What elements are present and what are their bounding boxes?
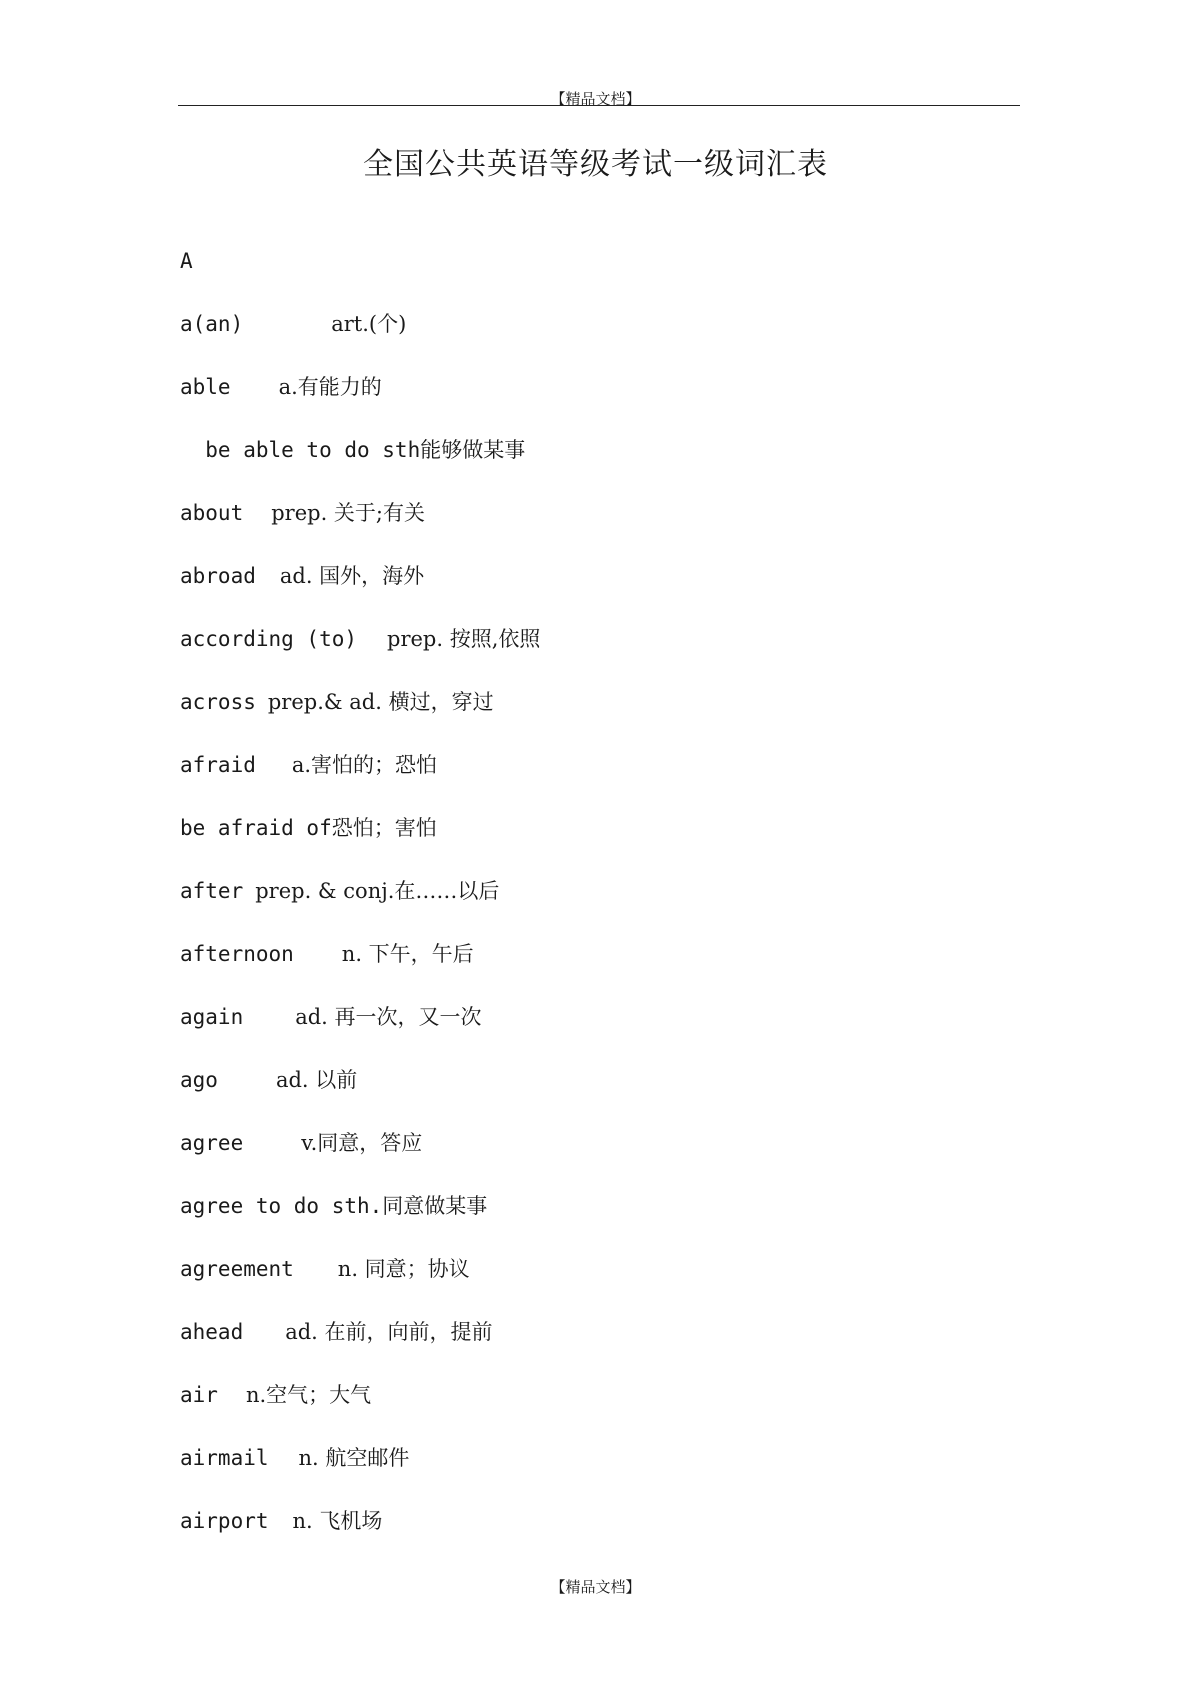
- entry-definition: a.有能力的: [278, 375, 382, 399]
- vocab-entry: [180, 500, 425, 526]
- vocab-entry: [180, 626, 540, 652]
- entry-word: ahead: [180, 1320, 244, 1344]
- entry-definition: a.害怕的；恐怕: [291, 753, 438, 777]
- entry-definition: v.同意，答应: [301, 1131, 423, 1155]
- entry-definition: art.(个): [331, 312, 407, 336]
- entry-word: airport: [180, 1509, 269, 1533]
- entry-definition: prep. 关于;有关: [271, 501, 425, 525]
- entry-definition: ad. 在前，向前，提前: [285, 1320, 493, 1344]
- entry-word: able: [180, 375, 231, 399]
- entry-definition: prep. 按照,依照: [387, 627, 541, 651]
- entry-word: agree to do sth.: [180, 1194, 383, 1218]
- section-letter: A: [180, 249, 193, 273]
- vocab-entry: [180, 1004, 482, 1030]
- entry-word: air: [180, 1383, 218, 1407]
- vocab-entry: [180, 374, 382, 400]
- vocab-entry: [180, 563, 424, 589]
- entry-word: be able to do sth: [180, 438, 421, 462]
- entry-definition: ad. 再一次，又一次: [295, 1005, 482, 1029]
- entry-word: agree: [180, 1131, 244, 1155]
- entry-definition: n. 飞机场: [292, 1509, 383, 1533]
- vocab-entry: [180, 689, 494, 715]
- vocab-entry: [180, 1256, 470, 1282]
- entry-definition: n. 航空邮件: [298, 1446, 410, 1470]
- page-header-label: 【精品文档】: [550, 90, 641, 108]
- vocab-entry: [180, 1382, 371, 1408]
- vocab-entry: [180, 752, 437, 778]
- document-title: 全国公共英语等级考试一级词汇表: [363, 147, 828, 182]
- entry-definition: ad. 国外，海外: [279, 564, 425, 588]
- entry-word: according (to): [180, 627, 358, 651]
- vocab-entry: [180, 878, 499, 904]
- vocab-entry: [180, 311, 406, 337]
- entry-word: about: [180, 501, 244, 525]
- entry-word: again: [180, 1005, 244, 1029]
- vocab-entry: [180, 1193, 487, 1219]
- entry-word: afraid: [180, 753, 256, 777]
- entry-word: across: [180, 690, 256, 714]
- vocab-entry: [180, 1067, 357, 1093]
- entry-word: abroad: [180, 564, 256, 588]
- entry-word: ago: [180, 1068, 218, 1092]
- entry-definition: 能够做某事: [420, 438, 526, 462]
- entry-definition: 恐怕；害怕: [331, 816, 437, 840]
- vocab-entry: [180, 1319, 493, 1345]
- entry-word: be afraid of: [180, 816, 332, 840]
- page-footer-label: 【精品文档】: [550, 1578, 641, 1596]
- header-divider: [178, 105, 1020, 106]
- vocab-entry: [180, 1508, 382, 1534]
- entry-definition: 同意做某事: [382, 1194, 488, 1218]
- entry-definition: prep. & conj.在……以后: [255, 879, 500, 903]
- entry-definition: n. 同意；协议: [337, 1257, 470, 1281]
- entry-word: agreement: [180, 1257, 294, 1281]
- vocab-entry: [180, 1445, 409, 1471]
- vocab-entry: [180, 437, 525, 463]
- entry-definition: prep.& ad. 横过，穿过: [267, 690, 494, 714]
- vocab-entry: [180, 941, 474, 967]
- entry-word: a(an): [180, 312, 244, 336]
- vocab-entry: [180, 1130, 422, 1156]
- entry-definition: n.空气；大气: [245, 1383, 372, 1407]
- entry-definition: n. 下午，午后: [341, 942, 474, 966]
- vocab-entry: [180, 815, 437, 841]
- entry-word: airmail: [180, 1446, 269, 1470]
- entry-word: afternoon: [180, 942, 294, 966]
- entry-word: after: [180, 879, 244, 903]
- entry-definition: ad. 以前: [275, 1068, 358, 1092]
